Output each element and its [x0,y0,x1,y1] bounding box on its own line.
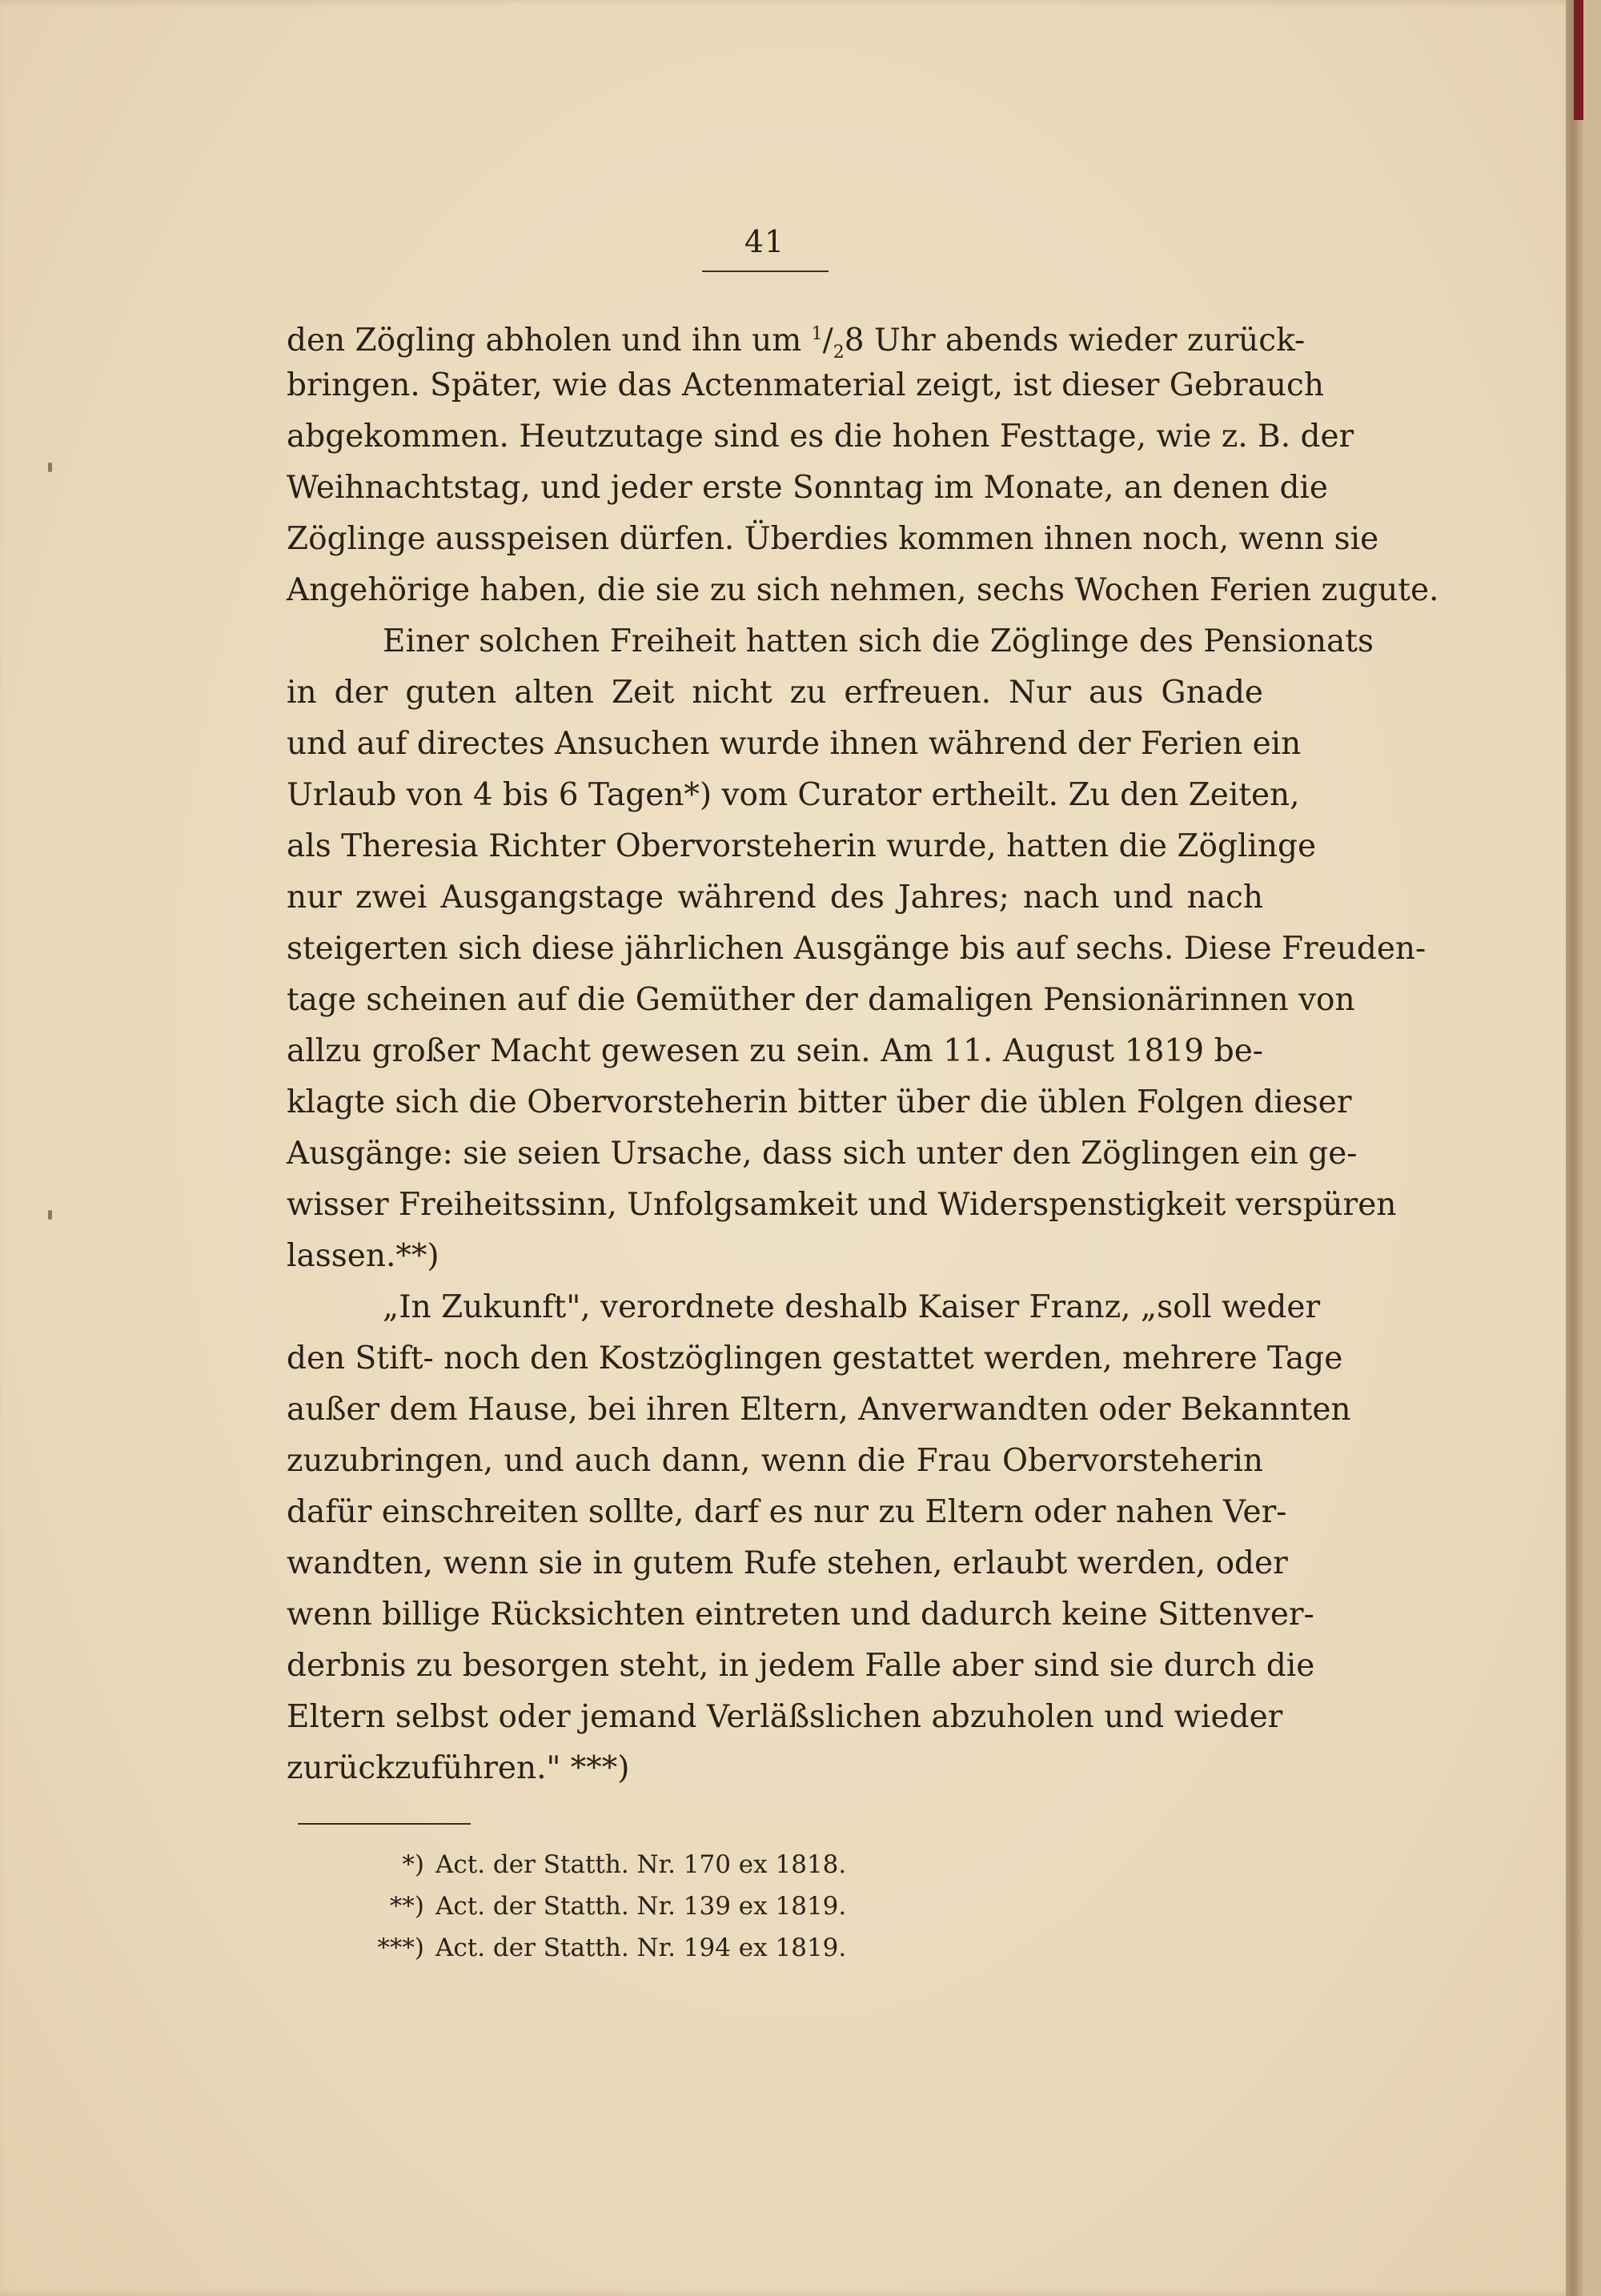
text-line: dafür einschreiten sollte, darf es nur zu Eltern oder nahen Ver- [287,1494,1287,1530]
page-number-rule [702,270,829,272]
page-number: 41 [744,224,785,259]
footnote-rule [298,1823,471,1825]
book-cover-edge [1574,0,1583,120]
footnote-mark: **) [389,1892,424,1921]
text-line: zuzubringen, und auch dann, wenn die Frau Obervorsteherin [287,1443,1263,1479]
margin-mark [48,463,52,472]
text-line: Angehörige haben, die sie zu sich nehmen, sechs Wochen Ferien zugute. [287,572,1439,608]
margin-mark [48,1210,52,1220]
text-line: Zöglinge ausspeisen dürfen. Überdies kommen ihnen noch, wenn sie [287,521,1379,557]
text-line: tage scheinen auf die Gemüther der damaligen Pensionärinnen von [287,982,1355,1018]
footnote-mark: *) [402,1850,424,1879]
text-line: nur zwei Ausgangstage während des Jahres; nach und nach [287,880,1263,916]
text-line: „In Zukunft", verordnete deshalb Kaiser Franz, „soll weder [383,1289,1321,1325]
page-edge [1566,0,1583,2296]
text-line: Ausgänge: sie seien Ursache, dass sich unter den Zöglingen ein ge- [287,1136,1358,1172]
text-line: zurückzuführen." ***) [287,1750,630,1786]
text-line: wisser Freiheitssinn, Unfolgsamkeit und Widerspenstigkeit verspüren [287,1187,1397,1223]
text-line: abgekommen. Heutzutage sind es die hohen Festtage, wie z. B. der [287,419,1354,455]
text-line: lassen.**) [287,1238,439,1274]
text-line: Eltern selbst oder jemand Verläßslichen abzuholen und wieder [287,1699,1283,1735]
footnote-text: Act. der Statth. Nr. 139 ex 1819. [435,1892,847,1921]
text-line: steigerten sich diese jährlichen Ausgänge bis auf sechs. Diese Freuden- [287,931,1426,967]
text-line: wenn billige Rücksichten eintreten und dadurch keine Sittenver- [287,1597,1314,1633]
text-line: Weihnachtstag, und jeder erste Sonntag im Monate, an denen die [287,470,1328,506]
text-line: bringen. Später, wie das Actenmaterial zeigt, ist dieser Gebrauch [287,367,1324,403]
footnote [344,1927,921,1969]
text-line: Einer solchen Freiheit hatten sich die Zöglinge des Pensionats [383,623,1374,659]
footnote-mark: ***) [377,1933,424,1962]
text-line: außer dem Hause, bei ihren Eltern, Anverwandten oder Bekannten [287,1392,1351,1428]
text-line: in der guten alten Zeit nicht zu erfreuen. Nur aus Gnade [287,675,1263,711]
footnote-text: Act. der Statth. Nr. 170 ex 1818. [435,1850,847,1879]
text-line: Urlaub von 4 bis 6 Tagen*) vom Curator ertheilt. Zu den Zeiten, [287,777,1300,813]
text-line: den Zögling abholen und ihn um $^1/_28$ Uhr abends wieder zurück- [287,323,1306,363]
text-line: allzu großer Macht gewesen zu sein. Am 11. August 1819 be- [287,1033,1263,1069]
text-line: derbnis zu besorgen steht, in jedem Falle aber sind sie durch die [287,1648,1315,1684]
text-line: und auf directes Ansuchen wurde ihnen während der Ferien ein [287,726,1302,762]
text-line: den Stift- noch den Kostzöglingen gestattet werden, mehrere Tage [287,1340,1343,1376]
footnote-text: Act. der Statth. Nr. 194 ex 1819. [435,1933,847,1962]
footnote [344,1885,921,1927]
text-line: klagte sich die Obervorsteherin bitter über die üblen Folgen dieser [287,1084,1352,1120]
footnote [344,1844,921,1885]
footnotes [344,1844,921,1969]
text-line: als Theresia Richter Obervorsteherin wurde, hatten die Zöglinge [287,828,1317,864]
body-text [287,309,1439,1794]
text-line: wandten, wenn sie in gutem Rufe stehen, erlaubt werden, oder [287,1545,1288,1581]
